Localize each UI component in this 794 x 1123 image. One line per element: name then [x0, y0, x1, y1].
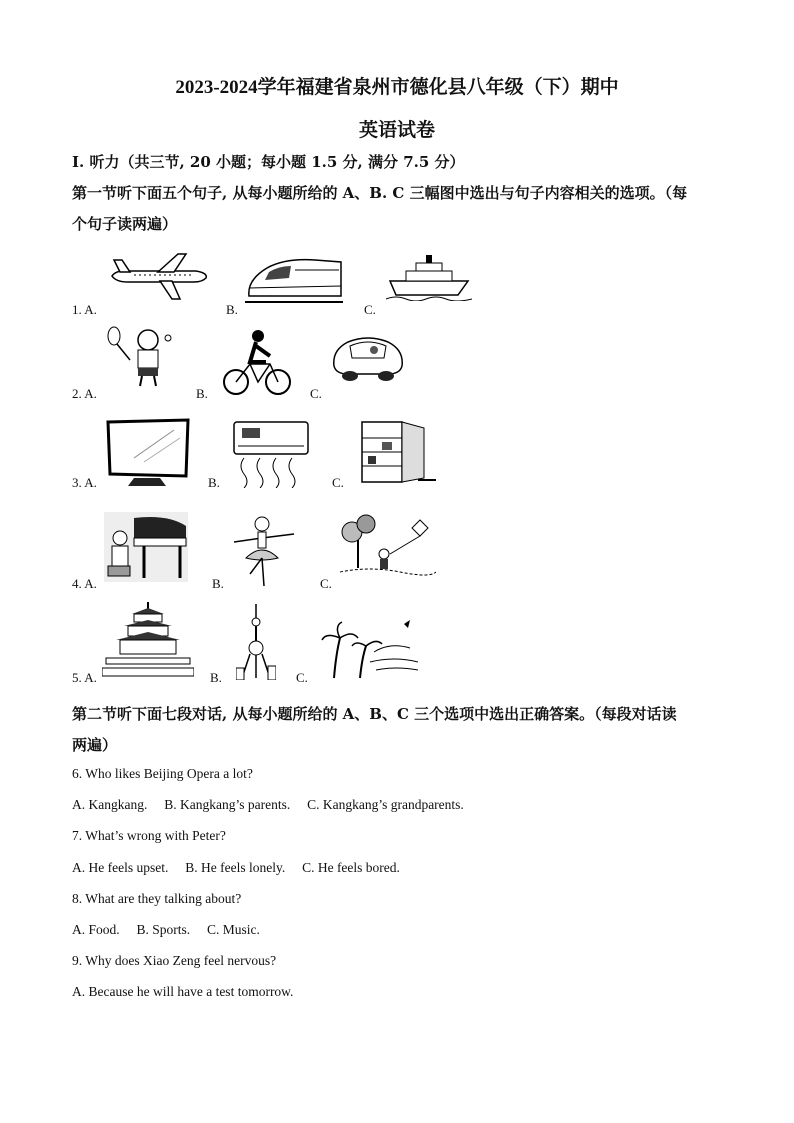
section-heading: I. 听力（共三节, 20 小题；每小题 1.5 分, 满分 7.5 分） — [72, 153, 465, 171]
badminton-player-icon — [104, 326, 174, 390]
question-9: 9. Why does Xiao Zeng feel nervous? — [72, 953, 277, 968]
television-icon — [104, 418, 190, 488]
air-conditioner-icon — [230, 418, 312, 488]
ship-icon — [386, 255, 472, 301]
question-7-options: A. He feels upset. B. He feels lonely. C. He feels bored. — [72, 860, 400, 875]
q4-label-c: C. — [320, 576, 332, 591]
page-title: 2023-2024学年福建省泉州市德化县八年级（下）期中 — [175, 77, 619, 98]
question-6: 6. Who likes Beijing Opera a lot? — [72, 766, 253, 781]
q2-label-a: 2. A. — [72, 386, 97, 401]
refrigerator-icon — [358, 418, 438, 484]
q1-label-a: 1. A. — [72, 302, 97, 317]
question-8: 8. What are they talking about? — [72, 891, 242, 906]
page-subtitle: 英语试卷 — [358, 120, 435, 141]
temple-of-heaven-icon — [102, 602, 194, 680]
question-8-options: A. Food. B. Sports. C. Music. — [72, 922, 260, 937]
q5-label-c: C. — [296, 670, 308, 685]
cyclist-icon — [222, 328, 292, 398]
question-6-options: A. Kangkang. B. Kangkang’s parents. C. Kangkang’s grandparents. — [72, 797, 464, 812]
q3-label-b: B. — [208, 475, 220, 490]
part1-instruction: 第一节听下面五个句子, 从每小题所给的 A、B. C 三幅图中选出与句子内容相关的选项。（每 — [72, 184, 688, 202]
airplane-icon — [108, 252, 210, 302]
q4-label-a: 4. A. — [72, 576, 97, 591]
q3-label-c: C. — [332, 475, 344, 490]
q3-label-a: 3. A. — [72, 475, 97, 490]
q1-label-b: B. — [226, 302, 238, 317]
piano-player-icon — [104, 512, 188, 582]
question-9-option-a: A. Because he will have a test tomorrow. — [72, 984, 294, 999]
car-icon — [328, 332, 408, 386]
q4-label-b: B. — [212, 576, 224, 591]
question-7: 7. What’s wrong with Peter? — [72, 828, 226, 843]
train-icon — [245, 256, 343, 308]
q2-label-c: C. — [310, 386, 322, 401]
ballet-dancer-icon — [232, 514, 296, 588]
kite-flying-icon — [340, 514, 436, 580]
beach-icon — [320, 618, 418, 680]
part2-instruction-cont: 两遍） — [72, 736, 118, 754]
q5-label-b: B. — [210, 670, 222, 685]
part2-instruction: 第二节听下面七段对话, 从每小题所给的 A、B、C 三个选项中选出正确答案。（每段对话读 — [72, 705, 677, 723]
tv-tower-icon — [236, 604, 276, 680]
q2-label-b: B. — [196, 386, 208, 401]
q5-label-a: 5. A. — [72, 670, 97, 685]
part1-instruction-cont: 个句子读两遍） — [72, 215, 178, 233]
q1-label-c: C. — [364, 302, 376, 317]
